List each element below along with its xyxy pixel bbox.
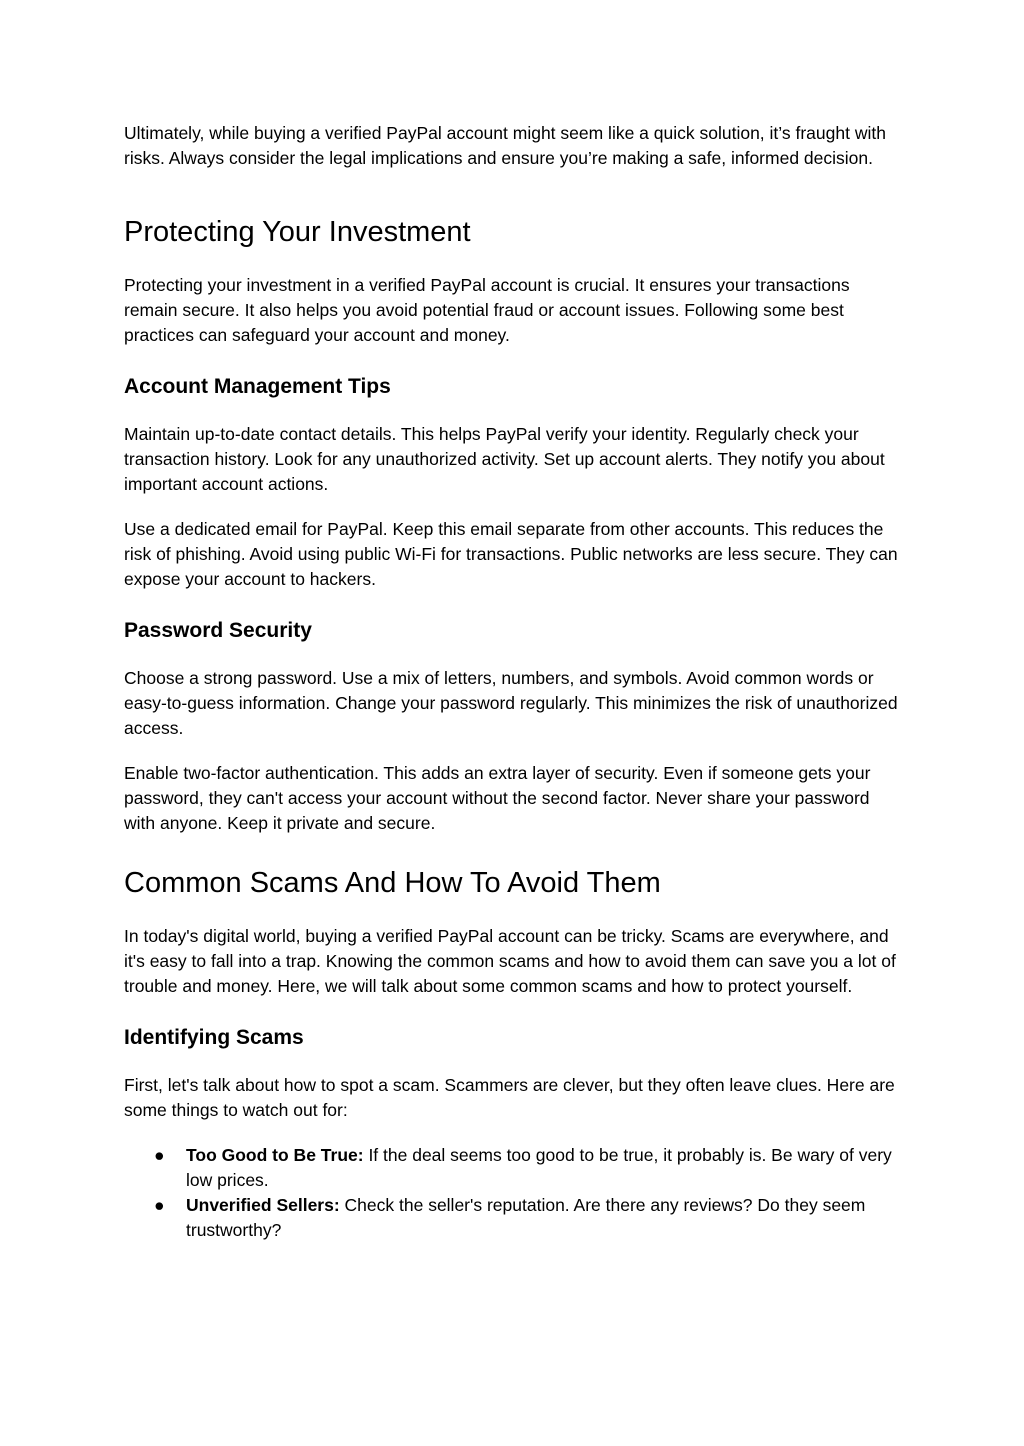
list-item-text: If the deal seems too good to be true, it probably is. Be wary of very low prices. — [186, 1145, 892, 1190]
scam-signs-list — [124, 1143, 904, 1243]
identifying-scams-paragraph: First, let's talk about how to spot a scam. Scammers are clever, but they often leave clues. Here are some things to watch out for: — [124, 1075, 895, 1120]
password-security-paragraph-2: Enable two-factor authentication. This adds an extra layer of security. Even if someone gets your password, they can't access your account without the second factor. Never share your password with anyone. Keep it private and secure. — [124, 763, 871, 833]
list-item-label: Too Good to Be True: — [186, 1145, 364, 1165]
list-item — [124, 1143, 904, 1193]
protecting-paragraph: Protecting your investment in a verified PayPal account is crucial. It ensures your transactions remain secure. It also helps you avoid potential fraud or account issues. Following some best practices can safeguard your account and money. — [124, 275, 850, 345]
heading-protecting-your-investment: Protecting Your Investment — [124, 216, 471, 248]
bullet-icon: ● — [154, 1145, 165, 1165]
common-scams-paragraph: In today's digital world, buying a verified PayPal account can be tricky. Scams are everywhere, and it's easy to fall into a trap. Knowing the common scams and how to avoid them can save you a lot of trouble and money. Here, we will talk about some common scams and how to protect yourself. — [124, 926, 896, 996]
heading-password-security: Password Security — [124, 619, 312, 642]
intro-paragraph: Ultimately, while buying a verified PayPal account might seem like a quick solution, it’s fraught with risks. Always consider the legal implications and ensure you’re making a safe, informed decision. — [124, 123, 886, 168]
heading-common-scams: Common Scams And How To Avoid Them — [124, 867, 661, 899]
heading-identifying-scams: Identifying Scams — [124, 1026, 304, 1049]
password-security-paragraph-1: Choose a strong password. Use a mix of letters, numbers, and symbols. Avoid common words or easy-to-guess information. Change your password regularly. This minimizes the risk of unauthorized access. — [124, 668, 898, 738]
bullet-icon: ● — [154, 1195, 165, 1215]
list-item — [124, 1193, 904, 1243]
list-item-label: Unverified Sellers: — [186, 1195, 340, 1215]
account-tips-paragraph-1: Maintain up-to-date contact details. This helps PayPal verify your identity. Regularly check your transaction history. Look for any unauthorized activity. Set up account alerts. They notify you about important account actions. — [124, 424, 885, 494]
account-tips-paragraph-2: Use a dedicated email for PayPal. Keep this email separate from other accounts. This reduces the risk of phishing. Avoid using public Wi-Fi for transactions. Public networks are less secure. They can expose your account to hackers. — [124, 519, 898, 589]
list-item-text: Check the seller's reputation. Are there any reviews? Do they seem trustworthy? — [186, 1195, 866, 1240]
heading-account-management-tips: Account Management Tips — [124, 375, 391, 398]
